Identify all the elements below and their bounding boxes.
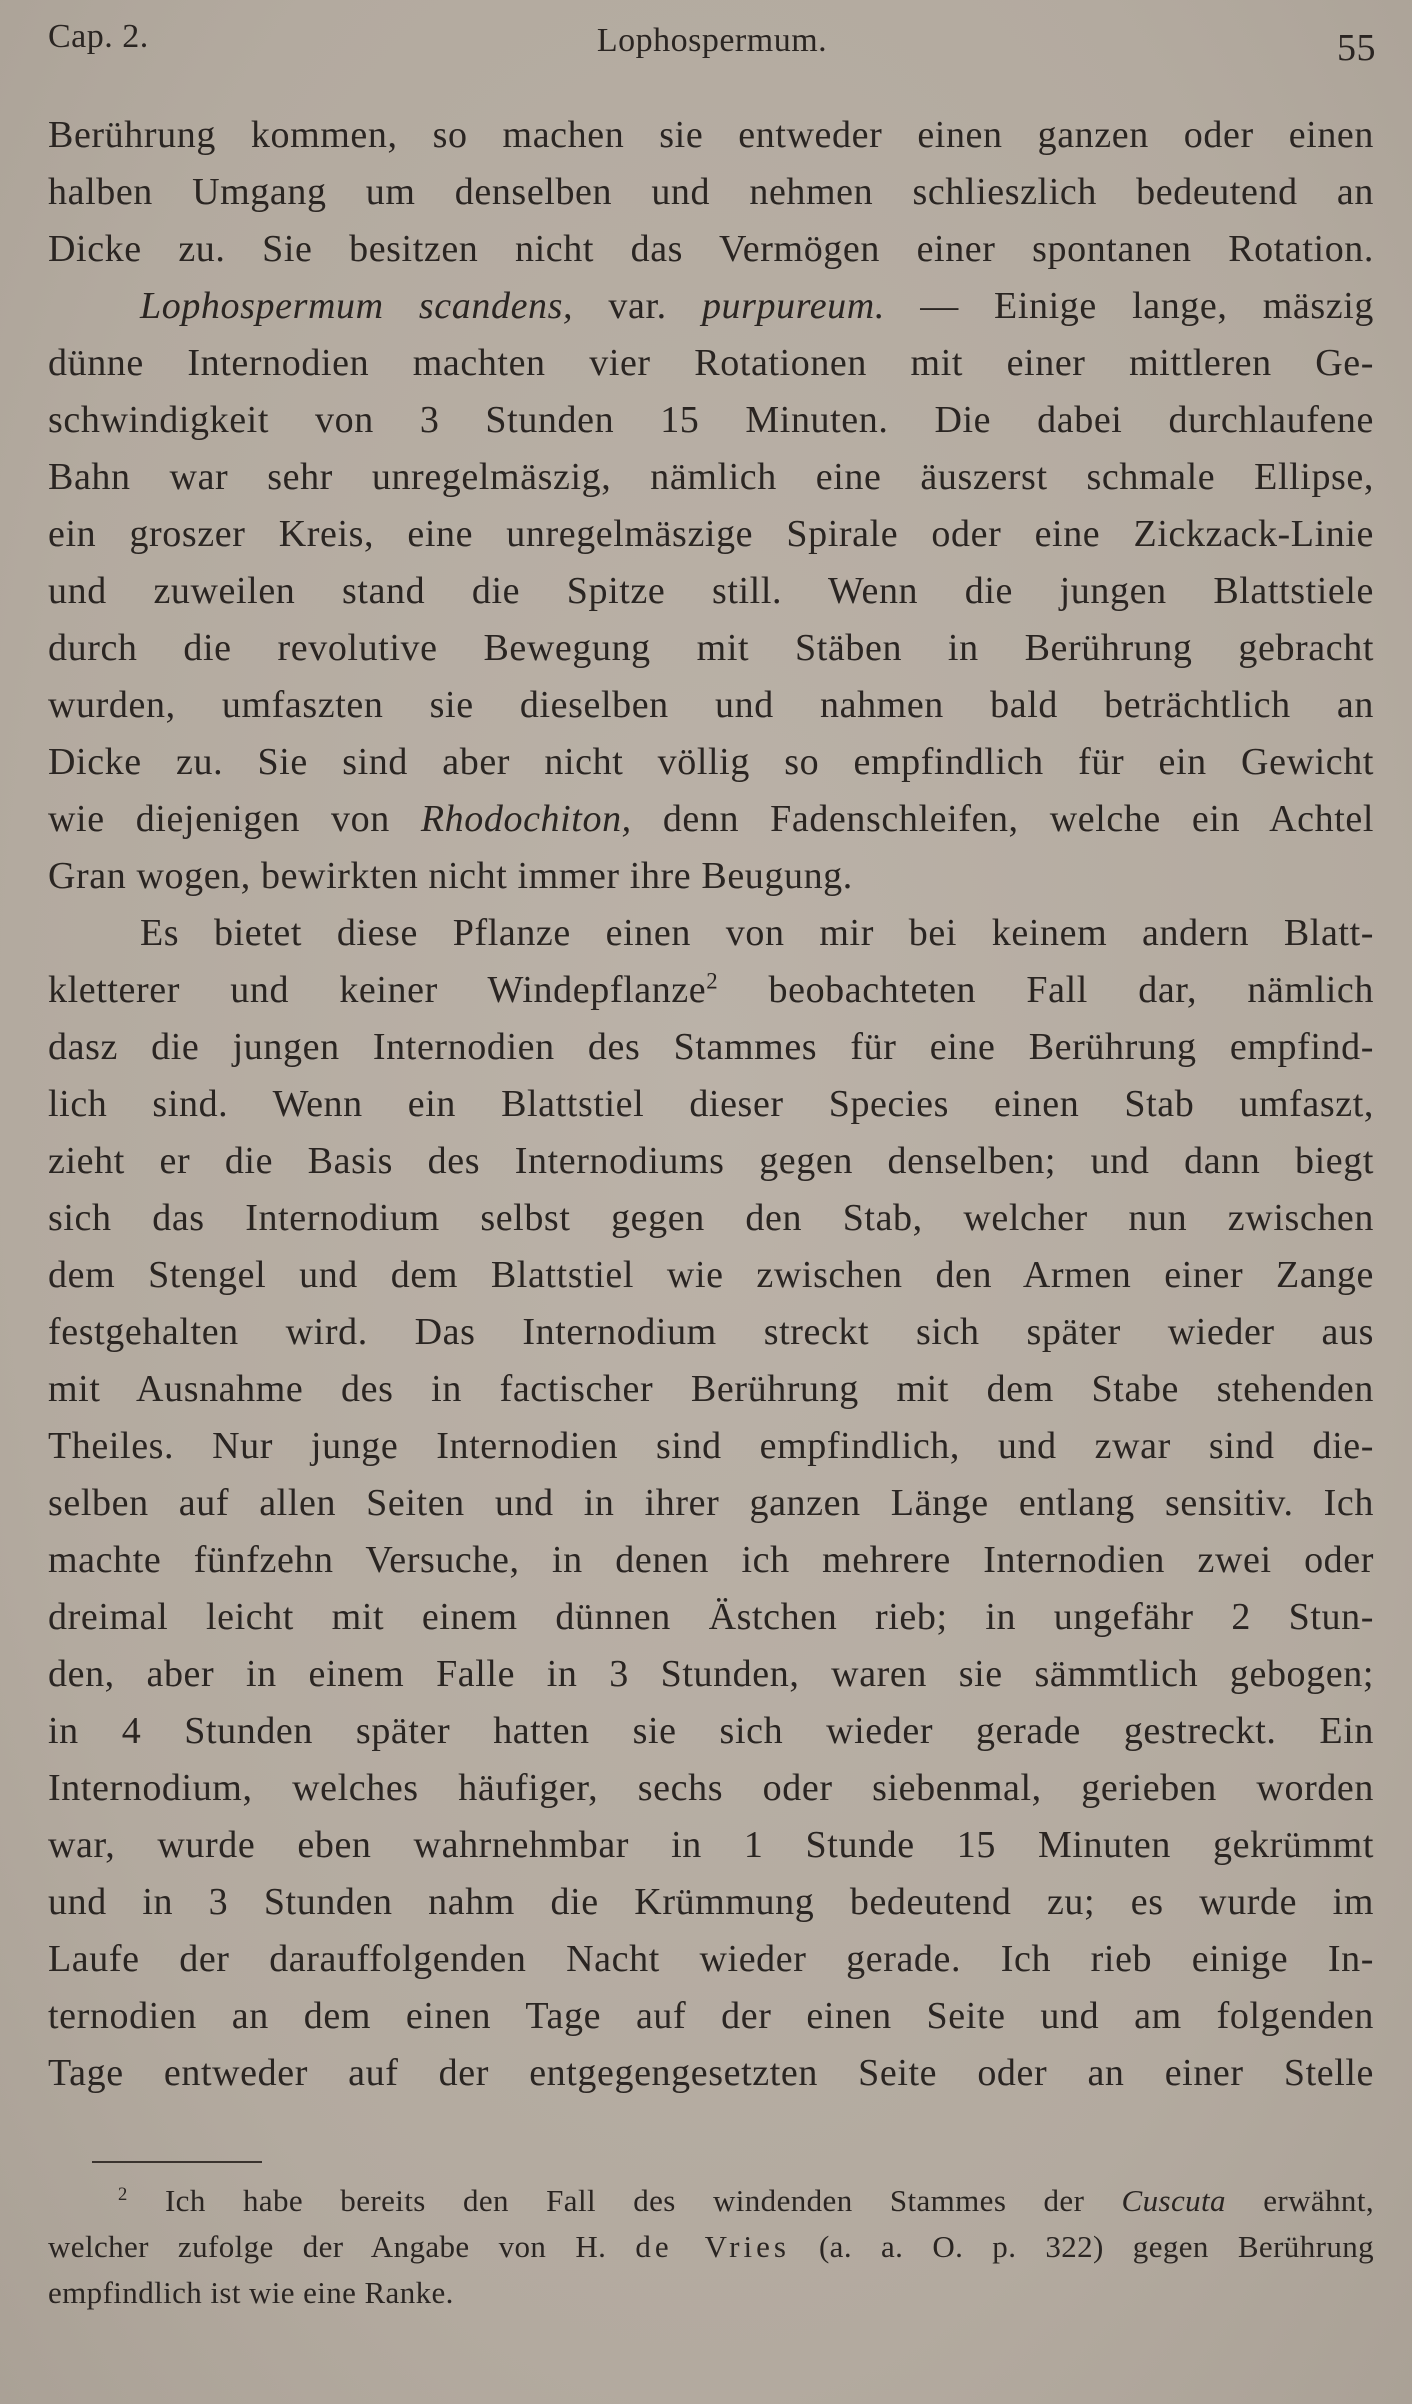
variety-name: purpureum. bbox=[701, 285, 885, 327]
footnote-line bbox=[48, 2178, 1374, 2224]
text-line bbox=[48, 791, 1374, 848]
text-line: durch die revolutive Bewegung mit Stäben in Berührung gebracht bbox=[48, 627, 1374, 669]
text-fragment: welcher zufolge der Angabe von H. bbox=[48, 2229, 607, 2264]
text-fragment: (a. a. O. p. 322) gegen Berührung bbox=[818, 2229, 1375, 2264]
text-line: halben Umgang um denselben und nehmen schlieszlich bedeutend an bbox=[48, 171, 1374, 213]
text-line: lich sind. Wenn ein Blattstiel dieser Species einen Stab umfaszt, bbox=[48, 1083, 1374, 1125]
species-name: Lophospermum scandens, bbox=[140, 285, 574, 327]
text-line: zieht er die Basis des Internodiums gegen denselben; und dann biegt bbox=[48, 1140, 1374, 1182]
text-line: Es bietet diese Pflanze einen von mir bei keinem andern Blatt- bbox=[140, 912, 1374, 954]
text-fragment: kletterer und keiner Windepflanze bbox=[48, 969, 707, 1011]
page-number: 55 bbox=[1337, 27, 1376, 69]
text-line bbox=[48, 962, 1374, 1019]
text-line: Tage entweder auf der entgegengesetzten Seite oder an einer Stelle bbox=[48, 2052, 1374, 2094]
text-line: selben auf allen Seiten und in ihrer ganzen Länge entlang sensitiv. Ich bbox=[48, 1482, 1374, 1524]
text-fragment: erwähnt, bbox=[1263, 2183, 1374, 2218]
chapter-label: Cap. 2. bbox=[48, 18, 149, 55]
author-name: de Vries bbox=[635, 2229, 790, 2264]
text-line: machte fünfzehn Versuche, in denen ich mehrere Internodien zwei oder bbox=[48, 1539, 1374, 1581]
main-text bbox=[48, 107, 1374, 2102]
text-line: wurden, umfaszten sie dieselben und nahmen bald beträchtlich an bbox=[48, 684, 1374, 726]
running-title: Lophospermum. bbox=[596, 22, 828, 59]
text-line: sich das Internodium selbst gegen den Stab, welcher nun zwischen bbox=[48, 1197, 1374, 1239]
text-line: den, aber in einem Falle in 3 Stunden, waren sie sämmtlich gebogen; bbox=[48, 1653, 1374, 1695]
genus-name: Rhodochiton, bbox=[420, 798, 632, 840]
footnote-reference: 2 bbox=[706, 968, 719, 994]
text-line: Laufe der darauffolgenden Nacht wieder gerade. Ich rieb einige In- bbox=[48, 1938, 1374, 1980]
text-line: ternodien an dem einen Tage auf der einen Seite und am folgenden bbox=[48, 1995, 1374, 2037]
running-header bbox=[48, 18, 1376, 68]
footnote-line bbox=[48, 2224, 1374, 2270]
text-line: schwindigkeit von 3 Stunden 15 Minuten. Die dabei durchlaufene bbox=[48, 399, 1374, 441]
text-line: mit Ausnahme des in factischer Berührung mit dem Stabe stehenden bbox=[48, 1368, 1374, 1410]
text-line: dasz die jungen Internodien des Stammes für eine Berührung empfind- bbox=[48, 1026, 1374, 1068]
text-fragment: denn Fadenschleifen, welche ein Achtel bbox=[662, 798, 1374, 840]
text-line: und zuweilen stand die Spitze still. Wenn die jungen Blattstiele bbox=[48, 570, 1374, 612]
text-line: festgehalten wird. Das Internodium streckt sich später wieder aus bbox=[48, 1311, 1374, 1353]
text-fragment: beobachteten Fall dar, nämlich bbox=[768, 969, 1374, 1011]
text-line: in 4 Stunden später hatten sie sich wieder gerade gestreckt. Ein bbox=[48, 1710, 1374, 1752]
text-fragment: Ich habe bereits den Fall des windenden Stammes der bbox=[164, 2183, 1085, 2218]
footnote-marker: 2 bbox=[118, 2183, 128, 2205]
text-line: Dicke zu. Sie besitzen nicht das Vermögen einer spontanen Rotation. bbox=[48, 228, 1374, 270]
text-line: Bahn war sehr unregelmäszig, nämlich eine äuszerst schmale Ellipse, bbox=[48, 456, 1374, 498]
text-line: dreimal leicht mit einem dünnen Ästchen rieb; in ungefähr 2 Stun- bbox=[48, 1596, 1374, 1638]
text-line: Dicke zu. Sie sind aber nicht völlig so empfindlich für ein Gewicht bbox=[48, 741, 1374, 783]
text-fragment: — Einige lange, mäszig bbox=[920, 285, 1374, 327]
text-line: dem Stengel und dem Blattstiel wie zwischen den Armen einer Zange bbox=[48, 1254, 1374, 1296]
text-line: und in 3 Stunden nahm die Krümmung bedeutend zu; es wurde im bbox=[48, 1881, 1374, 1923]
text-line: war, wurde eben wahrnehmbar in 1 Stunde 15 Minuten gekrümmt bbox=[48, 1824, 1374, 1866]
text-line bbox=[48, 278, 1374, 335]
text-line: dünne Internodien machten vier Rotationen mit einer mittleren Ge- bbox=[48, 342, 1374, 384]
text-line: Berührung kommen, so machen sie entweder einen ganzen oder einen bbox=[48, 114, 1374, 156]
footnote-line: empfindlich ist wie eine Ranke. bbox=[48, 2275, 454, 2310]
text-line: Internodium, welches häufiger, sechs oder siebenmal, gerieben worden bbox=[48, 1767, 1374, 1809]
footnote bbox=[48, 2178, 1374, 2316]
text-line: Gran wogen, bewirkten nicht immer ihre Beugung. bbox=[48, 855, 853, 897]
text-line: ein groszer Kreis, eine unregelmäszige Spirale oder eine Zickzack-Linie bbox=[48, 513, 1374, 555]
footnote-divider bbox=[92, 2161, 262, 2163]
text-line: Theiles. Nur junge Internodien sind empfindlich, und zwar sind die- bbox=[48, 1425, 1374, 1467]
text-fragment: var. bbox=[608, 285, 667, 327]
text-fragment: wie diejenigen von bbox=[48, 798, 390, 840]
genus-name: Cuscuta bbox=[1121, 2183, 1226, 2218]
